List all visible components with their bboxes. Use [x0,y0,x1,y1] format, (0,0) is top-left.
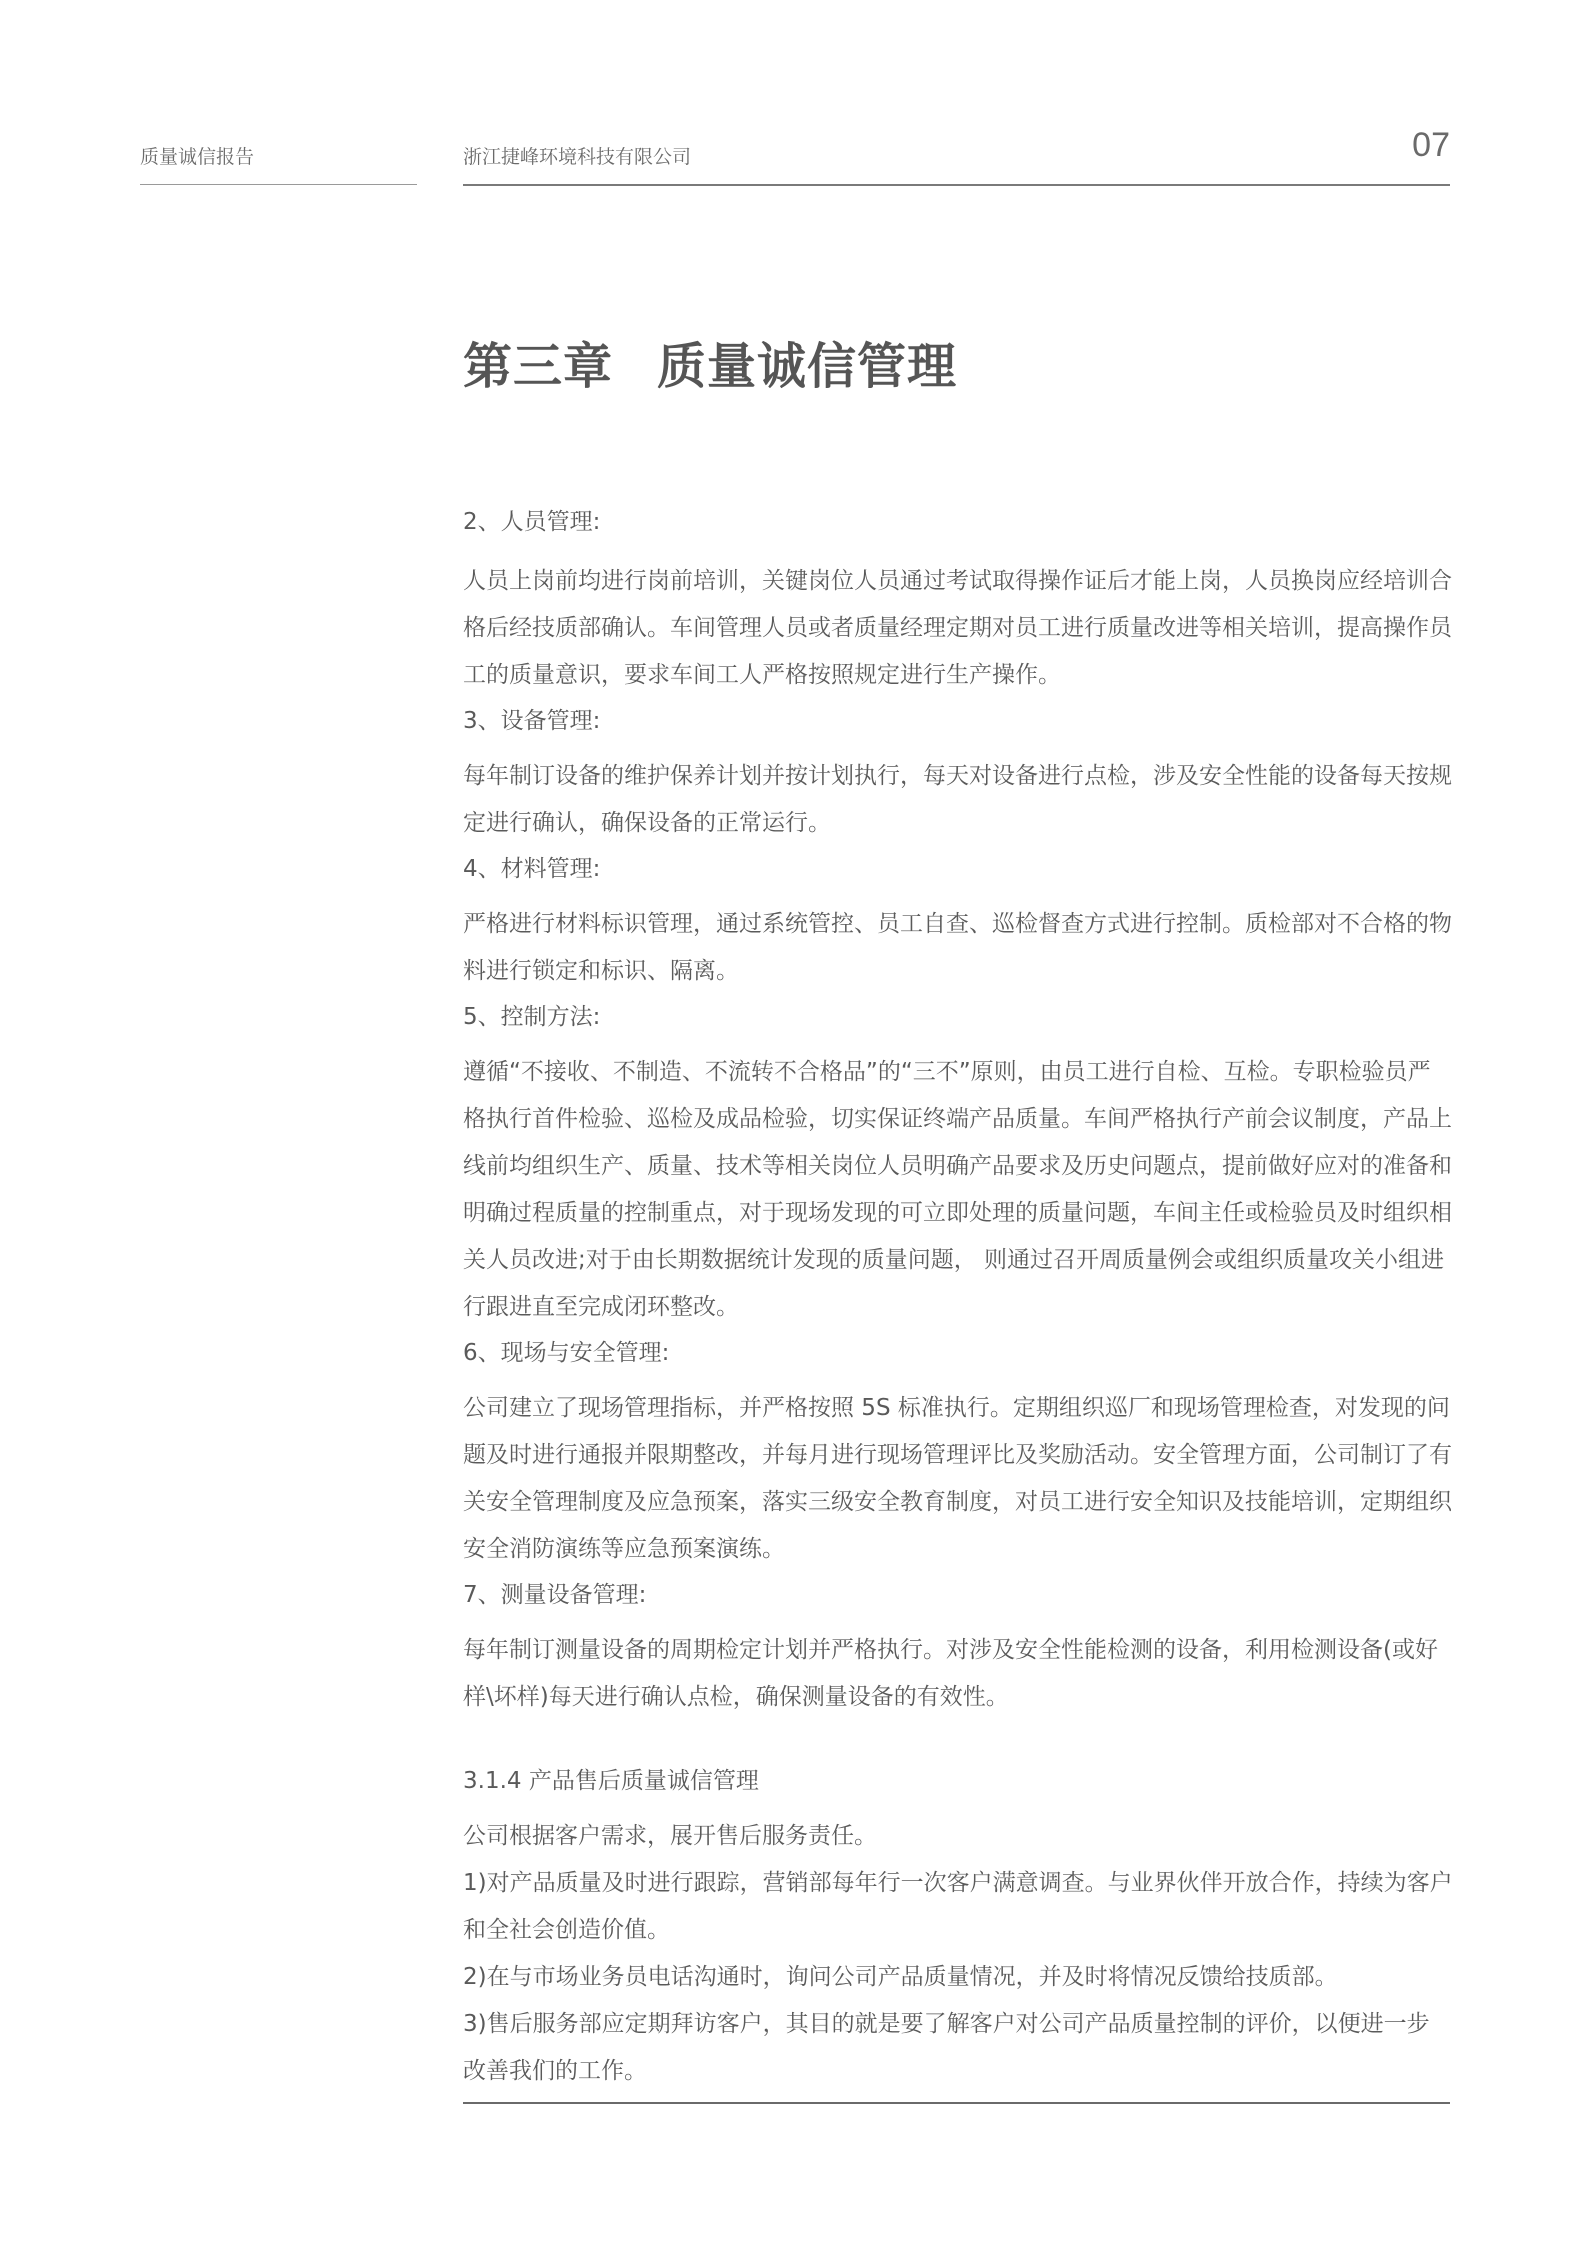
chapter-title: 质量诚信管理 [657,338,958,395]
section-body: 人员上岗前均进行岗前培训，关键岗位人员通过考试取得操作证后才能上岗，人员换岗应经培训合格后经技质部确认。车间管理人员或者质量经理定期对员工进行质量改进等相关培训，提高操作员工的质量意识，要求车间工人严格按照规定进行生产操作。 [463,568,1452,688]
section-heading: 6、现场与安全管理: [463,1340,670,1366]
header-divider-left [140,184,417,185]
section-body: 严格进行材料标识管理，通过系统管控、员工自查、巡检督查方式进行控制。质检部对不合格的物料进行锁定和标识、隔离。 [463,911,1452,984]
after-sales-line: 3)售后服务部应定期拜访客户，其目的就是要了解客户对公司产品质量控制的评价，以便进一步 改善我们的工作。 [463,2011,1430,2084]
section-heading: 3、设备管理: [463,708,601,734]
section-body: 每年制订测量设备的周期检定计划并严格执行。对涉及安全性能检测的设备，利用检测设备(或好样\坏样)每天进行确认点检，确保测量设备的有效性。 [463,1637,1438,1710]
after-sales-line: 公司根据客户需求，展开售后服务责任。 [463,1823,877,1849]
section-body: 公司建立了现场管理指标，并严格按照 5S 标准执行。定期组织巡厂和现场管理检查，对发现的问题及时进行通报并限期整改，并每月进行现场管理评比及奖励活动。安全管理方面，公司制订了有关安全管理制度及应急预案，落实三级安全教育制度，对员工进行安全知识及技能培训，定期组织安全消防演练等应急预案演练。 [463,1395,1452,1562]
section-heading: 7、测量设备管理: [463,1582,647,1608]
footer-divider [463,2102,1450,2104]
main-content [463,500,1453,2095]
section-heading: 5、控制方法: [463,1004,601,1030]
company-name: 浙江捷峰环境科技有限公司 [463,146,692,168]
subsection-title: 3.1.4 产品售后质量诚信管理 [463,1768,759,1794]
chapter-number: 第三章 [463,338,614,395]
after-sales-line: 2)在与市场业务员电话沟通时，询问公司产品质量情况，并及时将情况反馈给技质部。 [463,1964,1338,1990]
header-divider-right [463,184,1450,186]
chapter-heading [463,328,957,398]
section-body: 每年制订设备的维护保养计划并按计划执行，每天对设备进行点检，涉及安全性能的设备每天按规定进行确认，确保设备的正常运行。 [463,763,1452,836]
section-heading: 2、人员管理: [463,509,601,535]
section-heading: 4、材料管理: [463,856,601,882]
after-sales-line: 1)对产品质量及时进行跟踪，营销部每年行一次客户满意调查。与业界伙伴开放合作，持续为客户和全社会创造价值。 [463,1870,1453,1943]
page-number: 07 [1412,126,1450,164]
section-body: 遵循“不接收、不制造、不流转不合格品”的“三不”原则，由员工进行自检、互检。专职检验员严格执行首件检验、巡检及成品检验，切实保证终端产品质量。车间严格执行产前会议制度，产品上线前均组织生产、质量、技术等相关岗位人员明确产品要求及历史问题点，提前做好应对的准备和明确过程质量的控制重点，对于现场发现的可立即处理的质量问题，车间主任或检验员及时组织相关人员改进;对于由长期数据统计发现的质量问题， 则通过召开周质量例会或组织质量攻关小组进行跟进直至完成闭环整改。 [463,1059,1452,1320]
report-name: 质量诚信报告 [140,146,255,168]
